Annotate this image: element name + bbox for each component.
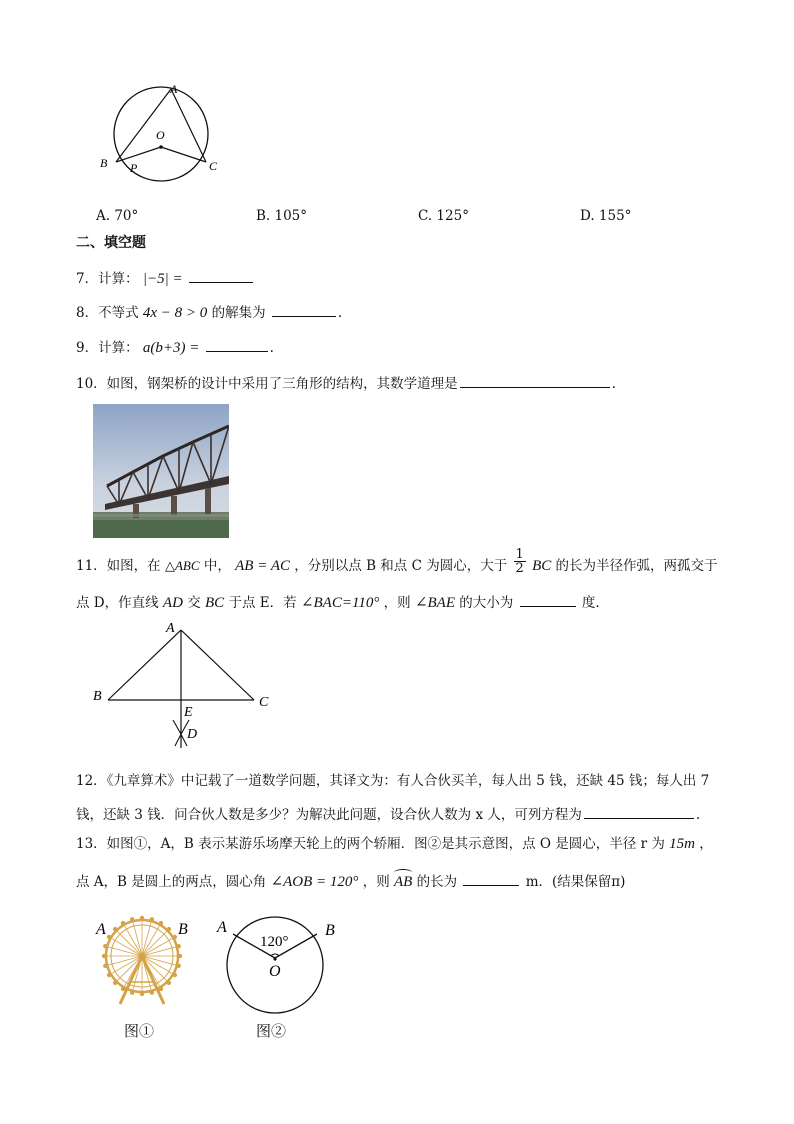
label-b: B bbox=[100, 156, 108, 170]
side-ac bbox=[181, 630, 254, 700]
arc-symbol bbox=[394, 869, 412, 876]
q11-bc-2: BC bbox=[205, 595, 225, 611]
q9-expression: a(b+3) = bbox=[142, 340, 200, 356]
q13-circle-figure bbox=[212, 908, 352, 1018]
center-point bbox=[273, 957, 276, 960]
q13-angle-aob: ∠AOB = 120° bbox=[270, 874, 359, 890]
fraction-numerator: 1 bbox=[515, 547, 524, 562]
q6-option-b[interactable]: B. 105° bbox=[256, 208, 308, 224]
q6-option-c[interactable]: C. 125° bbox=[418, 208, 469, 224]
q12-text: 钱，还缺 3 钱．问合伙人数是多少？为解决此问题，设合伙人数为 x 人，可列方程为 bbox=[76, 807, 582, 823]
question-8 bbox=[76, 302, 342, 322]
q7-prefix: 7．计算： bbox=[76, 271, 139, 287]
q8-answer-blank[interactable] bbox=[272, 302, 336, 317]
q11-angle-bac: ∠BAC=110° bbox=[300, 595, 380, 611]
q8-prefix: 8．不等式 bbox=[76, 305, 139, 321]
center-point bbox=[159, 145, 163, 149]
q11-fraction bbox=[514, 548, 526, 575]
bridge-photo bbox=[93, 404, 229, 538]
chord-ac bbox=[171, 89, 206, 162]
label-a: A bbox=[96, 921, 106, 938]
q11-angle-bae: ∠BAE bbox=[414, 595, 455, 611]
question-10 bbox=[76, 373, 616, 393]
label-b: B bbox=[178, 921, 188, 938]
q13-radius: 15m bbox=[669, 836, 695, 852]
q11-bc: BC bbox=[532, 558, 552, 574]
caption-figure-2: 图② bbox=[256, 1022, 287, 1040]
q11-triangle: △ABC bbox=[164, 558, 200, 573]
ferris-wheel-icon bbox=[102, 916, 182, 1004]
label-p: P bbox=[130, 161, 138, 175]
label-c: C bbox=[259, 695, 269, 710]
q8-expression: 4x − 8 > 0 bbox=[142, 305, 208, 321]
q10-period: . bbox=[611, 376, 616, 392]
q12-period: . bbox=[695, 807, 701, 823]
q13-text-4: ，则 bbox=[362, 874, 390, 890]
question-13-line-1 bbox=[76, 835, 713, 853]
q9-prefix: 9．计算： bbox=[76, 340, 139, 356]
q11-text-4: 的长为半径作弧，两孤交于 bbox=[555, 558, 718, 574]
chord-ab bbox=[116, 89, 171, 162]
label-a: A bbox=[166, 621, 175, 636]
label-d: D bbox=[187, 727, 198, 742]
section-title: 二、填空题 bbox=[76, 235, 146, 251]
q13-text-6: m．(结果保留π) bbox=[525, 874, 626, 890]
q11-text-9: 的大小为 bbox=[459, 595, 514, 611]
q11-equality: AB = AC bbox=[235, 558, 290, 574]
q9-answer-blank[interactable] bbox=[206, 337, 268, 352]
q8-suffix: 的解集为 bbox=[211, 305, 266, 321]
q13-answer-blank[interactable] bbox=[463, 871, 519, 886]
fraction-denominator: 2 bbox=[515, 561, 524, 576]
label-a: A bbox=[170, 82, 178, 96]
question-11-line-2 bbox=[76, 592, 609, 612]
arc-1 bbox=[173, 720, 187, 746]
q11-text-3: ，分别以点 B 和点 C 为圆心，大于 bbox=[294, 558, 508, 574]
q7-answer-blank[interactable] bbox=[189, 268, 253, 283]
side-ab bbox=[108, 630, 181, 700]
arc-label: AB bbox=[394, 874, 413, 890]
label-a: A bbox=[217, 919, 227, 936]
label-b: B bbox=[325, 922, 335, 939]
q10-text: 10．如图，钢架桥的设计中采用了三角形的结构，其数学道理是 bbox=[76, 376, 458, 392]
question-12-line-2 bbox=[76, 804, 700, 824]
q11-text-8: ，则 bbox=[383, 595, 411, 611]
q10-answer-blank[interactable] bbox=[460, 373, 610, 388]
label-o: O bbox=[269, 963, 281, 980]
q11-text-1: 11．如图，在 bbox=[76, 558, 161, 574]
q11-text-6: 交 bbox=[187, 595, 201, 611]
q11-ad: AD bbox=[162, 595, 183, 611]
question-13-line-2 bbox=[76, 871, 625, 891]
q13-text-2: ， bbox=[699, 836, 713, 852]
question-11-line-1 bbox=[76, 547, 718, 576]
q11-text-2: 中， bbox=[203, 558, 231, 574]
label-angle: 120° bbox=[260, 934, 289, 950]
q13-arc-ab bbox=[394, 873, 412, 891]
ferris-wheel-figure bbox=[90, 912, 200, 1012]
question-7 bbox=[76, 268, 255, 288]
q13-text-3: 点 A，B 是圆上的两点，圆心角 bbox=[76, 874, 267, 890]
label-b: B bbox=[93, 689, 102, 704]
label-c: C bbox=[209, 159, 218, 173]
label-e: E bbox=[184, 705, 193, 720]
caption-figure-1: 图① bbox=[124, 1022, 155, 1040]
q8-period: . bbox=[337, 305, 343, 321]
q11-text-10: 度． bbox=[581, 595, 609, 611]
question-9 bbox=[76, 337, 274, 357]
q13-text-5: 的长为 bbox=[416, 874, 458, 890]
q13-text-1: 13．如图①，A，B 表示某游乐场摩天轮上的两个轿厢．图②是其示意图，点 O 是圆心，半径 r 为 bbox=[76, 836, 665, 852]
q7-expression: |−5| = bbox=[142, 271, 183, 287]
q9-period: . bbox=[269, 340, 274, 356]
q12-answer-blank[interactable] bbox=[584, 804, 694, 819]
q6-option-d[interactable]: D. 155° bbox=[580, 208, 632, 224]
q11-triangle-figure bbox=[88, 616, 278, 754]
q11-text-5: 点 D，作直线 bbox=[76, 595, 159, 611]
q6-circle-figure bbox=[92, 82, 232, 182]
question-12-line-1: 12．《九章算术》中记载了一道数学问题，其译文为：有人合伙买羊，每人出 5 钱，还缺 45 钱；每人出 7 bbox=[76, 773, 710, 789]
q11-answer-blank[interactable] bbox=[520, 592, 576, 607]
segment-bo bbox=[116, 147, 161, 162]
q6-option-a[interactable]: A. 70° bbox=[96, 208, 139, 224]
q11-text-7: 于点 E．若 bbox=[228, 595, 297, 611]
label-o: O bbox=[156, 128, 165, 142]
